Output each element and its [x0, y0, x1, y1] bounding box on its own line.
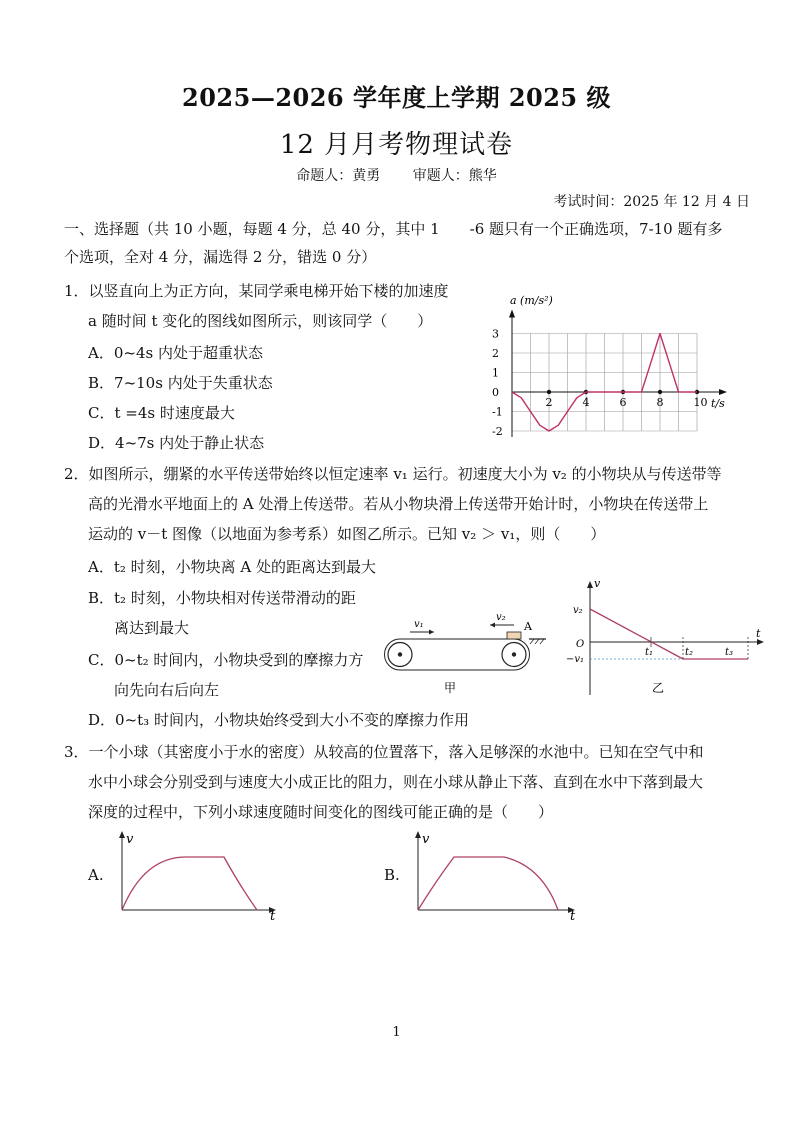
x-tick-label: 10: [693, 396, 708, 409]
q3-stem-line1: 3．一个小球（其密度小于水的密度）从较高的位置落下，落入足够深的水池中。已知在空气中和: [64, 743, 704, 761]
y-tick-label: 3: [492, 327, 499, 341]
q3a-t-label: t: [270, 909, 276, 921]
chart-axes: [509, 310, 727, 438]
q1-stem-line1: 1．以竖直向上为正方向，某同学乘电梯开始下楼的加速度: [64, 282, 449, 300]
q3b-v-label: v: [422, 832, 430, 847]
vt-t2-label: t₂: [685, 647, 694, 658]
q2-conveyor-figure: [374, 608, 554, 698]
x-tick-label: 4: [582, 396, 590, 409]
x-tick-label: 6: [619, 396, 627, 409]
x-tick-dot: [547, 390, 551, 394]
q2-stem-line1: 2．如图所示，绷紧的水平传送带始终以恒定速率 v₁ 运行。初速度大小为 v₂ 的小物块从与传送带等: [64, 465, 722, 483]
fig-yi-caption: 乙: [652, 681, 665, 695]
reviewer: 审题人：熊华: [412, 168, 497, 184]
q1-stem-line2: a 随时间 t 变化的图线如图所示，则该同学（ ）: [88, 312, 433, 330]
q3b-t-label: t: [570, 909, 576, 921]
q2-option-a[interactable]: A．t₂ 时刻，小物块离 A 处的距离达到最大: [88, 558, 377, 576]
q3a-v-label: v: [126, 832, 134, 847]
q3-option-b-label[interactable]: B.: [384, 866, 400, 884]
q3-option-b-graph[interactable]: [406, 826, 586, 921]
q2-stem-line2: 高的光滑水平地面上的 A 处滑上传送带。若从小物块滑上传送带开始计时，小物块在传送带上: [88, 495, 709, 513]
q3-option-a-graph[interactable]: [112, 826, 287, 921]
exam-title-line2: 12 月月考物理试卷: [279, 130, 514, 160]
x-tick-label: 8: [656, 396, 664, 409]
q2-option-d[interactable]: D．0~t₃ 时间内，小物块始终受到大小不变的摩擦力作用: [88, 711, 469, 729]
arrow-right-icon: [429, 630, 434, 635]
setter: 命题人：黄勇: [296, 168, 381, 184]
y-axis-arrow: [509, 310, 515, 318]
vt-t3-label: t₃: [725, 647, 734, 658]
block: [507, 632, 521, 639]
section-instructions-line1: 一、选择题（共 10 小题，每题 4 分，总 40 分，其中 1 -6 题只有一个正确选项，7-10 题有多: [64, 220, 723, 238]
section-instructions-line2: 个选项，全对 4 分，漏选得 2 分，错选 0 分）: [64, 248, 377, 266]
fig-jia-caption: 甲: [444, 681, 457, 695]
y-tick-label: 1: [492, 366, 499, 380]
exam-time: 考试时间：2025 年 12 月 4 日: [553, 194, 750, 210]
y-tick-label: -2: [492, 425, 503, 438]
x-axis-arrow: [719, 389, 727, 395]
x-tick-dot: [658, 390, 662, 394]
q2-option-b-cont: 离达到最大: [114, 619, 190, 637]
q1-option-a[interactable]: A．0~4s 内处于超重状态: [88, 344, 263, 362]
vt-t-axis-label: t: [756, 627, 761, 640]
vt-origin-label: O: [576, 639, 585, 650]
q1-option-b[interactable]: B．7~10s 内处于失重状态: [88, 374, 273, 392]
q3b-curve: [418, 857, 558, 910]
q3-stem-line2: 水中小球会分别受到与速度大小成正比的阻力，则在小球从静止下落、直到在水中下落到最大: [88, 773, 704, 791]
q2-option-b[interactable]: B．t₂ 时刻，小物块相对传送带滑动的距: [88, 589, 356, 607]
page-number: 1: [392, 1025, 401, 1040]
q2-stem-line3: 运动的 v－t 图像（以地面为参考系）如图乙所示。已知 v₂ ＞ v₁，则（ ）: [88, 525, 606, 543]
arrow-left-icon: [490, 623, 495, 628]
chart-ylabel: a (m/s²): [510, 294, 553, 307]
block-v2-label: v₂: [496, 612, 506, 623]
q3a-curve: [122, 857, 257, 910]
vt-t1-label: t₁: [645, 647, 654, 658]
authors-line: [0, 165, 793, 185]
q2-option-c-cont: 向先向右后向左: [114, 681, 220, 699]
y-tick-label: 0: [492, 386, 499, 399]
vt-v-axis-label: v: [594, 577, 601, 590]
belt-v1-label: v₁: [414, 619, 424, 630]
chart-xlabel: t/s: [711, 397, 725, 410]
exam-title-line1: 2025—2026 学年度上学期 2025 级: [182, 83, 611, 112]
q1-option-d[interactable]: D．4~7s 内处于静止状态: [88, 434, 265, 452]
q1-option-c[interactable]: C．t =4s 时速度最大: [88, 404, 235, 422]
q2-option-c[interactable]: C．0~t₂ 时间内，小物块受到的摩擦力方: [88, 651, 364, 669]
q3-stem-line3: 深度的过程中，下列小球速度随时间变化的图线可能正确的是（ ）: [88, 803, 554, 821]
y-tick-label: 2: [492, 347, 499, 360]
q1-acceleration-chart: [480, 290, 750, 445]
vt-line-decelerate: [590, 609, 683, 659]
vt-v2-label: v₂: [573, 605, 583, 616]
point-a-label: A: [524, 620, 532, 633]
y-tick-label: -1: [492, 405, 503, 419]
q3-option-a-label[interactable]: A.: [88, 866, 104, 884]
chart-grid: [512, 334, 697, 432]
x-tick-label: 2: [545, 396, 553, 409]
vt-neg-v1-label: −v₁: [566, 654, 585, 665]
q2-vt-figure: [560, 575, 770, 700]
